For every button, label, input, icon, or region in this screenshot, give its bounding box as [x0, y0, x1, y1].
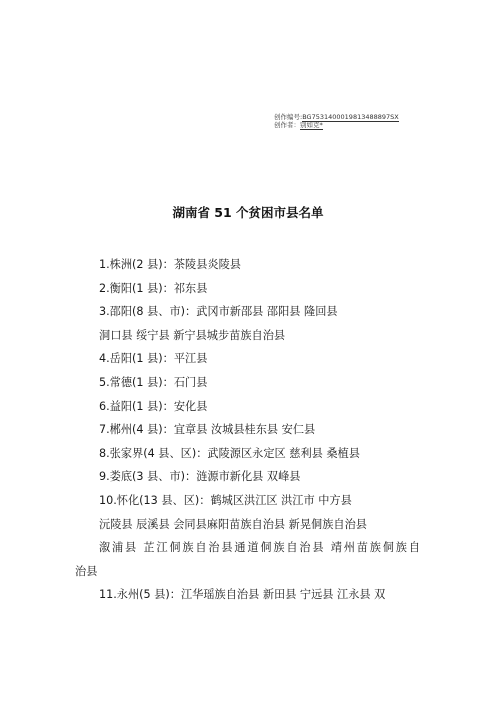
meta-author-value: 别如克* [300, 121, 323, 129]
list-item-continuation: 沅陵县 辰溪县 会同县麻阳苗族自治县 新晃侗族自治县 [99, 517, 367, 531]
list-item: 1.株洲(2 县)：茶陵县炎陵县 [99, 258, 241, 271]
list-item-continuation: 治县 [75, 564, 98, 578]
meta-author-row [274, 121, 399, 129]
list-item: 5.常德(1 县)：石门县 [99, 375, 208, 389]
list-item: 6.益阳(1 县)：安化县 [99, 399, 208, 413]
list-item: 2.衡阳(1 县)：祁东县 [99, 281, 208, 295]
list-item-continuation: 洞口县 绥宁县 新宁县城步苗族自治县 [99, 328, 286, 342]
list-item: 7.郴州(4 县)：宜章县 汝城县桂东县 安仁县 [99, 423, 316, 437]
list-item: 8.张家界(4 县、区)：武陵源区永定区 慈利县 桑植县 [99, 446, 360, 460]
list-item: 4.岳阳(1 县)：平江县 [99, 352, 208, 366]
list-item: 9.娄底(3 县、市)：涟源市新化县 双峰县 [99, 470, 301, 484]
list-item: 10.怀化(13 县、区)：鹤城区洪江区 洪江市 中方县 [99, 493, 352, 507]
list-item-continuation: 溆浦县 芷江侗族自治县通道侗族自治县 靖州苗族侗族自 [99, 541, 420, 555]
document-meta [274, 113, 399, 129]
meta-author-label: 创作者： [274, 121, 300, 129]
meta-code-label: 创作编号: [274, 113, 303, 121]
list-item: 3.邵阳(8 县、市)：武冈市新邵县 邵阳县 隆回县 [99, 305, 338, 319]
meta-code-row [274, 113, 399, 121]
county-list [75, 253, 420, 607]
document-title: 湖南省 51 个贫困市县名单 [172, 205, 324, 220]
meta-code-value: BG7531400019813488897SX [302, 113, 399, 121]
list-item: 11.永州(5 县)：江华瑶族自治县 新田县 宁远县 江永县 双 [99, 588, 386, 602]
